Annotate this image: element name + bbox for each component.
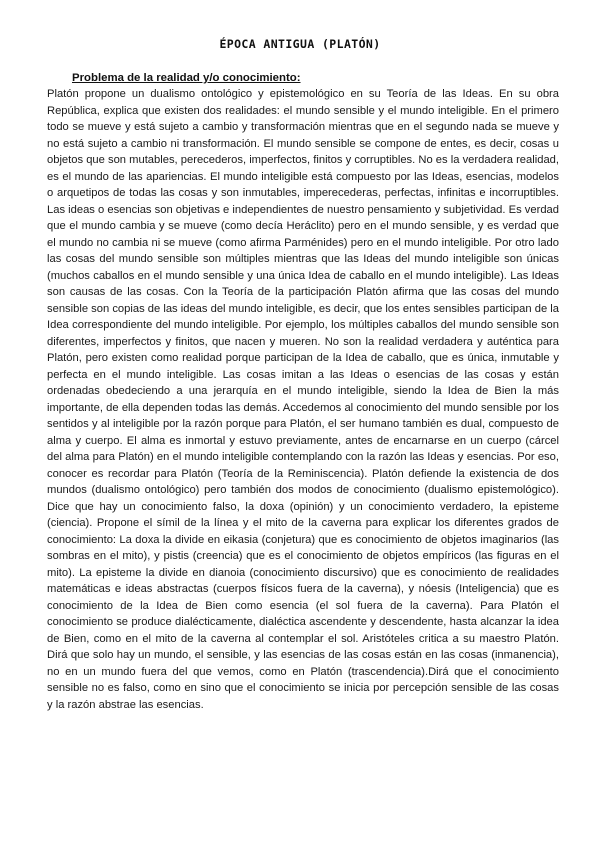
page-title: ÉPOCA ANTIGUA (PLATÓN)	[219, 37, 381, 51]
section-heading: Problema de la realidad y/o conocimiento:	[72, 72, 301, 84]
body-paragraph: Platón propone un dualismo ontológico y epistemológico en su Teoría de las Ideas. En su obra República, explica que existen dos realidades: el mundo sensible y el mundo inteligible. En el primero todo se mueve y está sujeto a cambio y transformación mientras que en el segundo nada se mueve y no está sujeto a cambio ni transformación. El mundo sensible se compone de entes, es decir, cosas u objetos que son mutables, perecederos, imperfectos, finitos y corruptibles. No es la verdadera realidad, es el mundo de las apariencias. El mundo inteligible está compuesto por las Ideas, esencias, modelos o arquetipos de todas las cosas y son inmutables, imperecederas, perfectas, infinitas e incorruptibles. Las ideas o esencias son objetivas e independientes de nuestro pensamiento y subjetividad. Es verdad que el mundo cambia y se mueve (como decía Heráclito) pero en el mundo sensible, y es verdad que el mundo no cambia ni se mueve (como afirma Parménides) pero en el mundo inteligible. Por otro lado las cosas del mundo sensible son múltiples mientras que las Ideas del mundo inteligible son únicas (muchos caballos en el mundo sensible y una única Idea de caballo en el mundo inteligible). Las Ideas son causas de las cosas. Con la Teoría de la participación Platón afirma que las cosas del mundo sensible son copias de las ideas del mundo inteligible, es decir, que los entes sensibles participan de la Idea correspondiente del mundo inteligible. Por ejemplo, los múltiples caballos del mundo sensible son diferentes, imperfectos y finitos, que nacen y mueren. No son la realidad verdadera y auténtica para Platón, pero existen como realidad porque participan de la Idea de caballo, que es única, inmutable y perfecta en el mundo inteligible. Las cosas imitan a las Ideas o esencias de las cosas y están ordenadas obedeciendo a una jerarquía en el mundo inteligible, siendo la Idea de Bien la más importante, de ella dependen todas las demás. Accedemos al conocimiento del mundo sensible por los sentidos y al inteligible por la razón porque para Platón, el ser humano también es dual, compuesto de alma y cuerpo. El alma es inmortal y estuvo previamente, antes de encarnarse en un cuerpo (cárcel del alma para Platón) en el mundo inteligible contemplando con la razón las Ideas y esencias. Por eso, conocer es recordar para Platón (Teoría de la Reminiscencia). Platón defiende la existencia de dos mundos (dualismo ontológico) pero también dos modos de conocimiento (dualismo epistemológico). Dice que hay un conocimiento falso, la doxa (opinión) y un conocimiento verdadero, la episteme (ciencia). Propone el símil de la línea y el mito de la caverna para explicar los diferentes grados de conocimiento: La doxa la divide en eikasia (conjetura) que es conocimiento de objetos imaginarios (las sombras en el mito), y pistis (creencia) que es el conocimiento de objetos empíricos (las figuras en el mito). La episteme la divide en dianoia (conocimiento discursivo) que es conocimiento de realidades matemáticas e ideas abstractas (cuerpos físicos fuera de la caverna), y nóesis (Inteligencia) que es conocimiento de la Idea de Bien como esencia (el sol fuera de la caverna). Para Platón el conocimiento se produce dialécticamente, dialéctica ascendente y descendente, hasta alcanzar la idea de Bien, como en el mito de la caverna al contemplar el sol. Aristóteles critica a su maestro Platón. Dirá que solo hay un mundo, el sensible, y las esencias de las cosas están en las cosas (inmanencia), no en un mundo fuera del que vemos, como en Platón (trascendencia).Dirá que el conocimiento sensible no es falso, como en sino que el conocimiento se inicia por percepción sensible de las cosas y la razón abstrae las esencias.	[47, 88, 559, 711]
